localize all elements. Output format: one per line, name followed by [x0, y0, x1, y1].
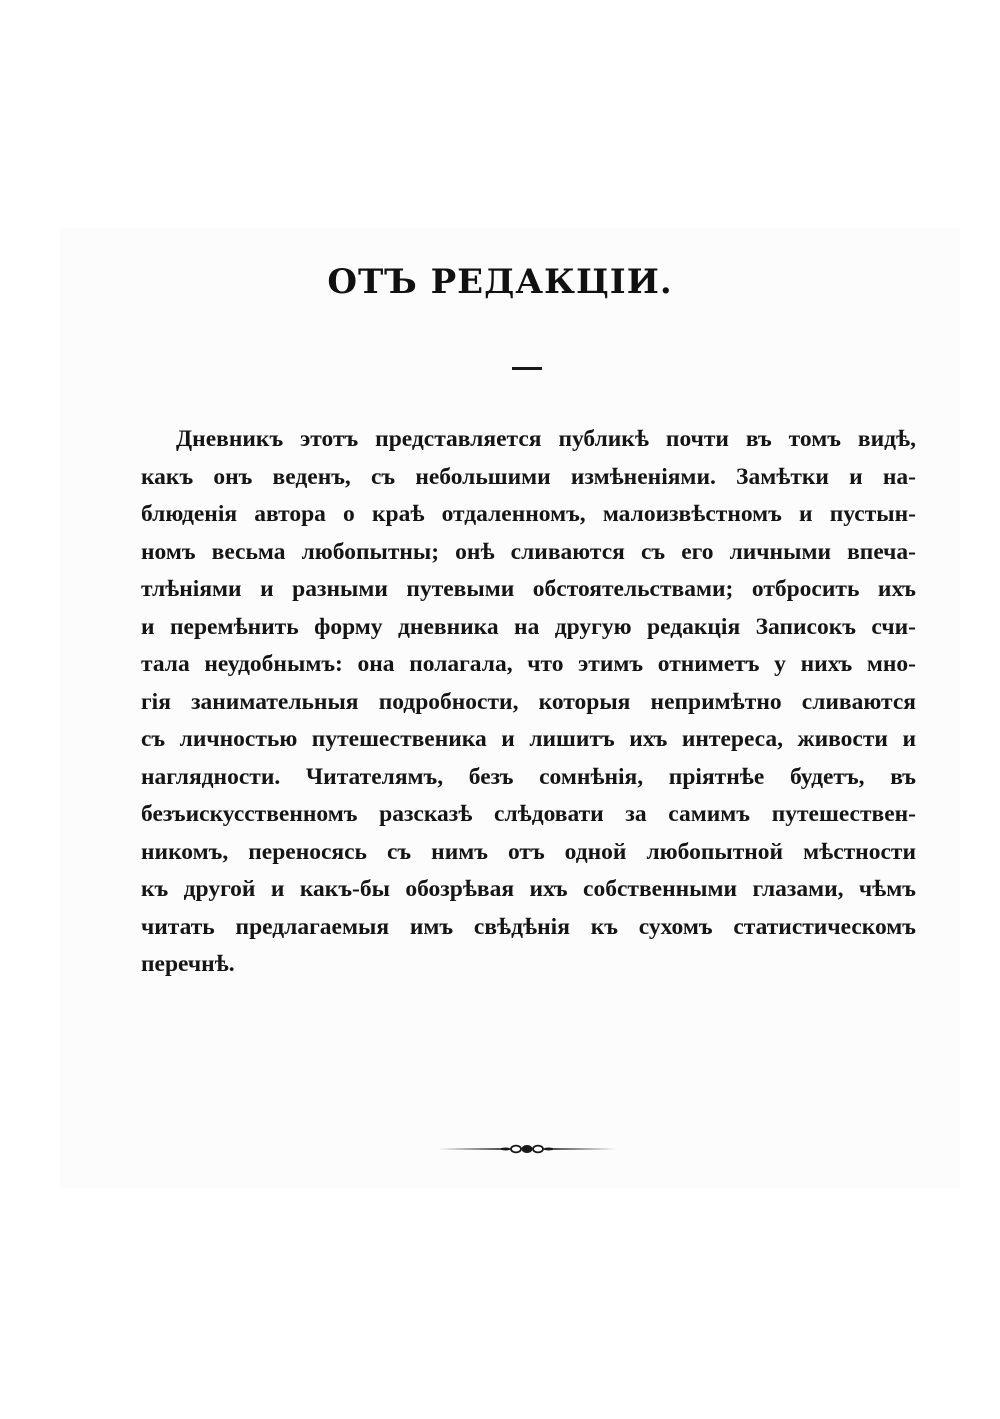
text-line: къ другой и какъ-бы обозрѣвая ихъ собственными глазами, чѣмъ	[141, 876, 916, 902]
text-line: перечнѣ.	[141, 951, 235, 977]
editorial-paragraph	[141, 421, 916, 984]
text-line: Дневникъ этотъ представляется публикѣ почти въ томъ видѣ,	[176, 426, 916, 452]
text-line: тала неудобнымъ: она полагала, что этимъ отниметъ у нихъ мно-	[141, 651, 916, 677]
end-ornament-divider	[438, 1138, 616, 1160]
text-line: тлѣніями и разными путевыми обстоятельствами; отбросить ихъ	[141, 576, 916, 602]
text-line: какъ онъ веденъ, съ небольшими измѣненіями. Замѣтки и на-	[141, 463, 916, 490]
text-line: съ личностью путешественика и лишитъ ихъ интереса, живости и	[141, 726, 916, 752]
heading-dash-divider	[512, 367, 542, 370]
text-line: читать предлагаемыя имъ свѣдѣнія къ сухомъ статистическомъ	[141, 913, 916, 940]
text-line: номъ весьма любопытны; онѣ сливаются съ его личными впеча-	[141, 538, 916, 565]
text-line: и перемѣнить форму дневника на другую редакція Записокъ счи-	[141, 613, 916, 640]
section-heading: ОТЪ РЕДАКЦІИ.	[327, 262, 673, 302]
text-line: гія занимательныя подробности, которыя непримѣтно сливаются	[141, 688, 916, 715]
text-line: никомъ, переносясь съ нимъ отъ одной любопытной мѣстности	[141, 838, 916, 865]
text-line: блюденія автора о краѣ отдаленномъ, малоизвѣстномъ и пустын-	[141, 501, 916, 527]
text-line: наглядности. Читателямъ, безъ сомнѣнія, пріятнѣе будетъ, въ	[141, 763, 916, 790]
text-line: безъискусственномъ разсказѣ слѣдовати за самимъ путешествен-	[141, 801, 916, 827]
